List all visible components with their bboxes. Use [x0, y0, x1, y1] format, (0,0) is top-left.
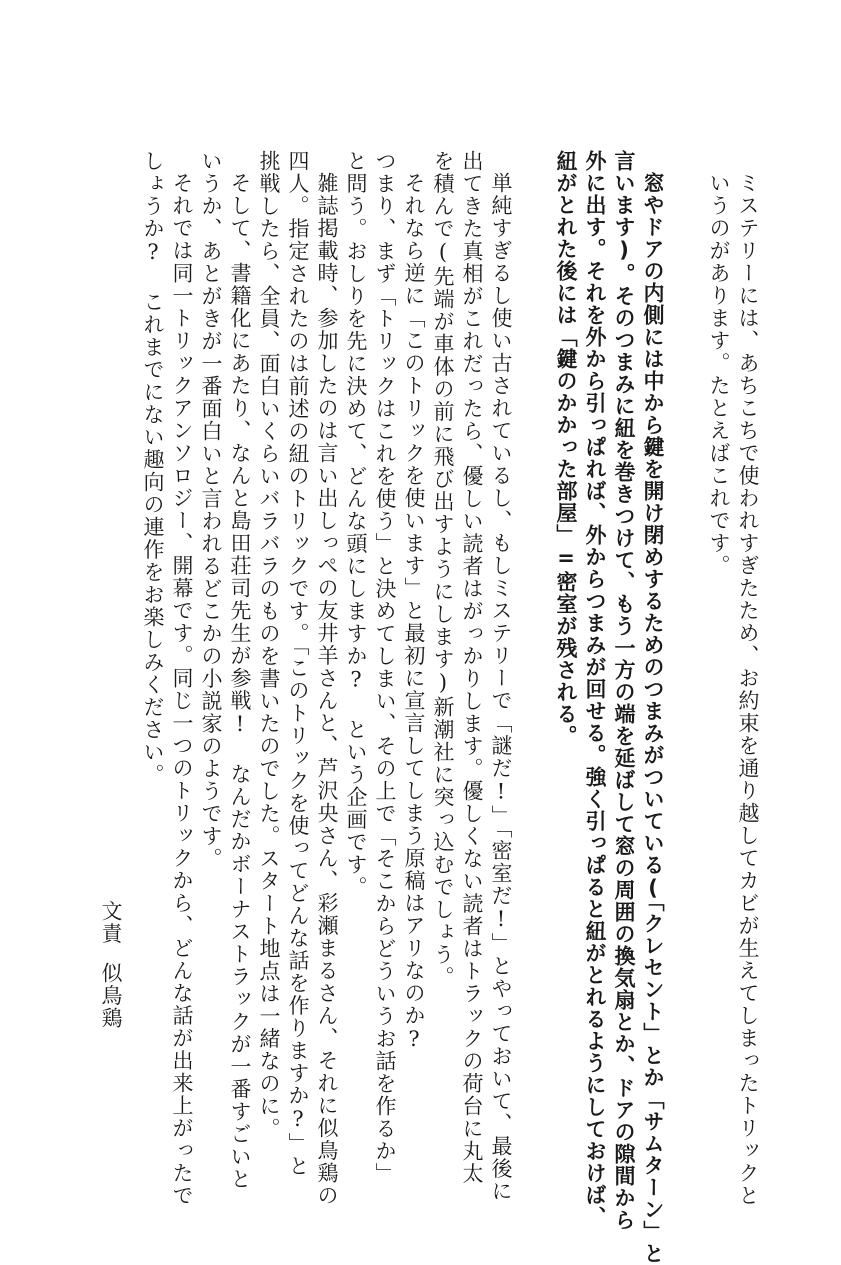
body-line-11: いうか、あとがきが一番面白いと言われるどこかの小説家のようです。 [199, 150, 223, 870]
signature-name: 似鳥鶏 [99, 962, 123, 1030]
intro-line-1: ミステリーには、あちこちで使われすぎたため、お約束を通り越してカビが生えてしまったトリックと [736, 172, 760, 1207]
signature-role: 文責 [99, 900, 123, 945]
body-line-6: と問う。おしりを先に決めて、どんな頭にしますか? という企画です。 [344, 150, 368, 899]
body-line-3: を積んで(先端が車体の前に飛び出すようにします)新潮社に突っ込むでしょう。 [431, 150, 455, 989]
body-line-7: 雑誌掲載時、参加したのは言い出しっぺの友井羊さんと、芦沢央さん、彩瀬まるさん、それに似鳥鶏の [315, 172, 339, 1207]
example-line-1: 窓やドアの内側には中から鍵を開け閉めするためのつまみがついている(「クレセント」とか「サムターン」と [641, 172, 665, 1265]
body-line-10: そして、書籍化にあたり、なんと島田荘司先生が参戦! なんだかボーナストラックが一番すごいと [228, 172, 252, 1191]
body-line-4: それなら逆に「このトリックを使います」と最初に宣言してしまう原稿はアリなのか? [402, 172, 426, 1053]
body-line-9: 挑戦したら、全員、面白いくらいバラバラのものを書いたのでした。スタート地点は一緒なのに。 [257, 150, 281, 1140]
body-line-1: 単純すぎるし使い古されているし、もしミステリーで「謎だ!」「密室だ!」とやっておいて、最後に [489, 172, 513, 1203]
example-line-4: 紐がとれた後には「鍵のかかった部屋」=密室が残される。 [554, 150, 578, 747]
body-line-8: 四人。指定されたのは前述の紐のトリックです。「このトリックを使ってどんな話を作りますか?」と [286, 150, 310, 1178]
body-line-5: つまり、まず「トリックはこれを使う」と決めてしまい、その上で「そこからどういうお話を作るか」 [373, 150, 397, 1185]
body-line-2: 出てきた真相がこれだったら、優しい読者はがっかりします。優しくない読者はトラックの荷台に丸太 [460, 150, 484, 1185]
example-line-2: 言います)。そのつまみに紐を巻きつけて、もう一方の端を延ばして窓の周囲の換気扇とか、ドアの隙間から [612, 150, 636, 1231]
intro-line-2: いうのがあります。たとえばこれです。 [707, 172, 731, 577]
body-line-13: しょうか? これまでにない趣向の連作をお楽しみください。 [141, 150, 165, 786]
example-line-3: 外に出す。それを外から引っぱれば、外からつまみが回せる。強く引っぱると紐がとれるようにしておけば、 [583, 150, 607, 1228]
body-line-12: それでは同一トリックアンソロジー、開幕です。同じ一つのトリックから、どんな話が出来上がったで [170, 172, 194, 1207]
